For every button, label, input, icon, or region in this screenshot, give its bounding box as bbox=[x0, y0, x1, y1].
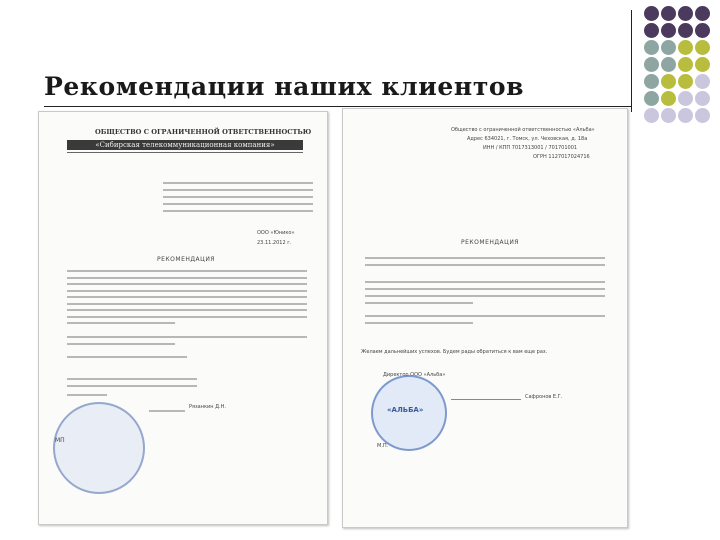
illegible-text-line bbox=[67, 385, 197, 387]
decorative-dot bbox=[678, 91, 693, 106]
illegible-text-line bbox=[67, 303, 307, 305]
letter-2-ogrn: ОГРН 1127017024716 bbox=[533, 154, 590, 160]
illegible-text-line bbox=[67, 343, 175, 345]
letter-2-director: Директор ООО «Альба» bbox=[383, 372, 446, 378]
decorative-dot bbox=[695, 91, 710, 106]
illegible-text-line bbox=[67, 322, 175, 324]
illegible-text-line bbox=[67, 356, 187, 358]
recommendation-letter-1 bbox=[38, 111, 328, 525]
letter-2-closing: Желаем дальнейших успехов. Будем рады обратиться к вам еще раз. bbox=[361, 349, 548, 355]
title-underline bbox=[44, 106, 632, 107]
letter-2-signature-name: Сафронов Е.Г. bbox=[525, 394, 563, 400]
illegible-text-line bbox=[365, 295, 605, 297]
letter-1-company-banner: «Сибирская телекоммуникационная компания» bbox=[67, 140, 303, 150]
illegible-text-line bbox=[365, 288, 605, 290]
decorative-dot bbox=[678, 40, 693, 55]
illegible-text-line bbox=[163, 210, 313, 212]
illegible-text-line bbox=[365, 281, 605, 283]
decorative-dot bbox=[644, 40, 659, 55]
decorative-dot bbox=[661, 23, 676, 38]
illegible-text-line bbox=[365, 302, 473, 304]
decorative-dot bbox=[695, 40, 710, 55]
illegible-text-line bbox=[163, 182, 313, 184]
letter-1-signature-name: Рязанкин Д.Н. bbox=[189, 404, 226, 410]
illegible-text-line bbox=[163, 203, 313, 205]
illegible-text-line bbox=[67, 336, 307, 338]
illegible-text-line bbox=[67, 378, 197, 380]
illegible-text-line bbox=[365, 322, 473, 324]
letter-2-stamp-text: «АЛЬБА» bbox=[387, 406, 424, 414]
decorative-dot bbox=[695, 23, 710, 38]
decorative-dot bbox=[644, 108, 659, 123]
decorative-dot bbox=[695, 74, 710, 89]
illegible-text-line bbox=[163, 196, 313, 198]
illegible-text-line bbox=[67, 296, 307, 298]
letter-1-stamp bbox=[53, 402, 145, 494]
letter-2-stamp-label: М.П. bbox=[377, 443, 389, 449]
letter-2-company-line: Общество с ограниченной ответственностью «Альба» bbox=[451, 127, 595, 133]
decorative-dot bbox=[661, 57, 676, 72]
illegible-text-line bbox=[67, 270, 307, 272]
letter-1-stamp-label: МП bbox=[55, 437, 65, 444]
letter-2-inn-kpp: ИНН / КПП 7017313001 / 701701001 bbox=[483, 145, 578, 151]
vertical-divider bbox=[631, 10, 632, 112]
decorative-dot bbox=[661, 74, 676, 89]
illegible-text-line bbox=[67, 277, 307, 279]
illegible-text-line bbox=[149, 410, 185, 412]
illegible-text-line bbox=[365, 315, 605, 317]
illegible-text-line bbox=[67, 309, 307, 311]
decorative-dot bbox=[695, 6, 710, 21]
letter-1-banner-rule bbox=[67, 152, 303, 153]
letter-1-company-header: ОБЩЕСТВО С ОГРАНИЧЕННОЙ ОТВЕТСТВЕННОСТЬЮ bbox=[95, 128, 312, 136]
decorative-dot bbox=[644, 91, 659, 106]
decorative-dot bbox=[661, 6, 676, 21]
illegible-text-line bbox=[67, 316, 307, 318]
decorative-dot bbox=[678, 74, 693, 89]
decorative-dot bbox=[644, 23, 659, 38]
illegible-text-line bbox=[163, 189, 313, 191]
decorative-dot bbox=[661, 91, 676, 106]
letter-2-signature-line bbox=[451, 399, 521, 400]
decorative-dot bbox=[678, 6, 693, 21]
letter-2-heading: РЕКОМЕНДАЦИЯ bbox=[461, 239, 519, 246]
decorative-dot bbox=[695, 57, 710, 72]
illegible-text-line bbox=[67, 290, 307, 292]
decorative-dot bbox=[678, 108, 693, 123]
decorative-dot bbox=[695, 108, 710, 123]
recommendation-letter-2 bbox=[342, 108, 628, 528]
letter-1-heading: РЕКОМЕНДАЦИЯ bbox=[157, 256, 215, 263]
decorative-dot bbox=[661, 108, 676, 123]
decorative-dot bbox=[661, 40, 676, 55]
illegible-text-line bbox=[67, 394, 107, 396]
letter-1-date: 23.11.2012 г. bbox=[257, 240, 292, 246]
letter-1-addressee: ООО «Юнико» bbox=[257, 230, 295, 236]
decorative-dot bbox=[678, 23, 693, 38]
decorative-dot bbox=[644, 6, 659, 21]
decorative-dot bbox=[644, 57, 659, 72]
slide-title: Рекомендации наших клиентов bbox=[44, 72, 525, 101]
illegible-text-line bbox=[67, 283, 307, 285]
illegible-text-line bbox=[365, 257, 605, 259]
illegible-text-line bbox=[365, 264, 605, 266]
decorative-dot bbox=[644, 74, 659, 89]
letter-2-address: Адрес 634021, г. Томск, ул. Чеховская, д. 18а bbox=[467, 136, 588, 142]
decorative-dot bbox=[678, 57, 693, 72]
